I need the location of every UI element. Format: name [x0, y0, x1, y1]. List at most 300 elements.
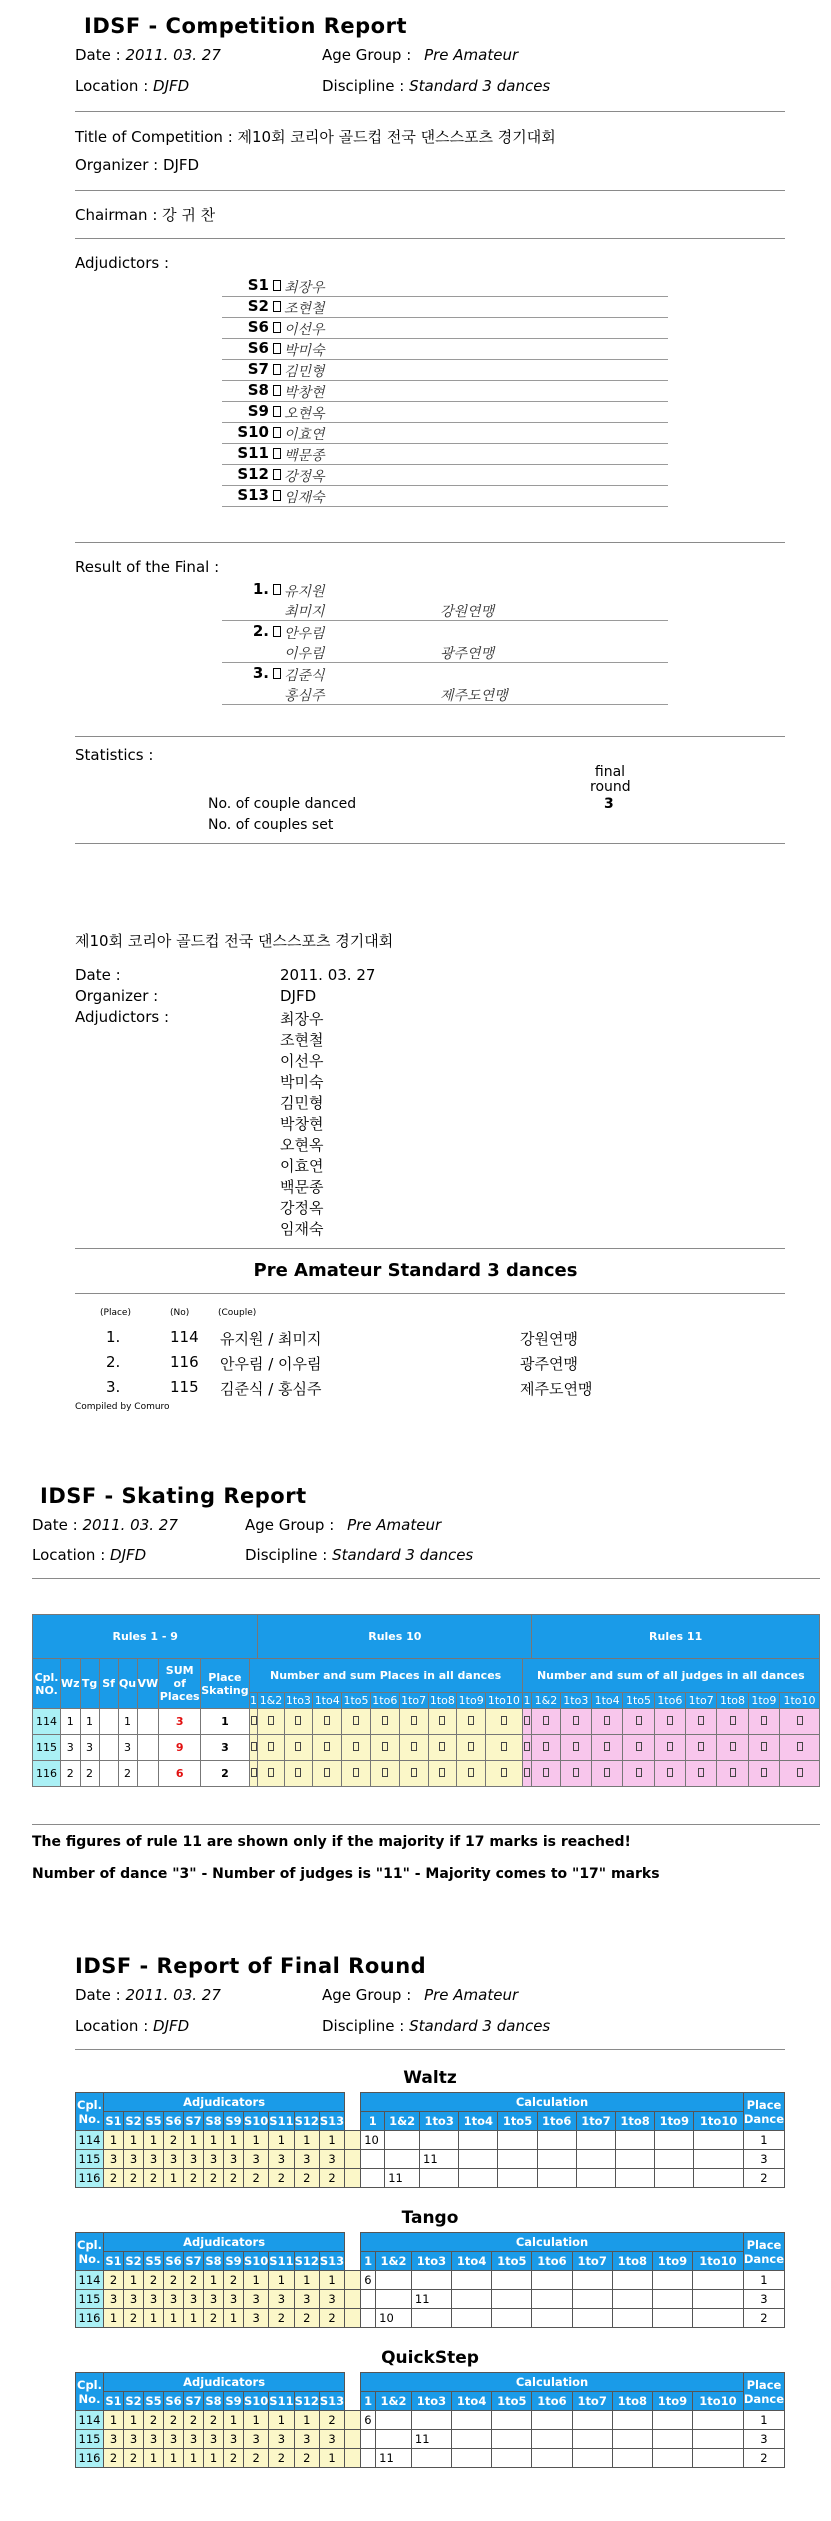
summary-adjudicator: 이선우	[280, 1052, 324, 1070]
place-dance: 3	[743, 2150, 784, 2169]
placeholder-glyph-icon	[636, 1716, 642, 1725]
judge-mark: 2	[124, 2309, 144, 2328]
judge-mark: 1	[294, 2131, 319, 2150]
judge-header: S13	[319, 2112, 344, 2131]
final-round-table	[75, 2092, 785, 2188]
calc-cell: 11	[376, 2449, 412, 2468]
rule-10-cell	[428, 1709, 457, 1735]
spacer-header	[345, 2252, 361, 2271]
rule-10-cell	[399, 1709, 428, 1735]
judge-mark: 2	[104, 2449, 124, 2468]
table-row	[76, 2309, 785, 2328]
judge-header: S11	[269, 2252, 294, 2271]
rule-10-cell	[486, 1735, 523, 1761]
summary-club: 광주연맹	[520, 1355, 578, 1373]
rule-11-cell	[748, 1735, 779, 1761]
judge-mark: 3	[144, 2290, 164, 2309]
adjudicator-underline	[222, 506, 668, 507]
judge-mark: 2	[204, 2309, 224, 2328]
judge-mark: 2	[164, 2411, 184, 2430]
adjudicator-code: S12	[237, 465, 269, 483]
rule-10-cell	[370, 1735, 399, 1761]
calc-cell	[420, 2131, 459, 2150]
judge-header: S12	[294, 2252, 319, 2271]
adjudicator-name: 오현옥	[284, 406, 325, 422]
calculation-header: Calculation	[361, 2373, 744, 2392]
spacer-cell	[345, 2150, 361, 2169]
adjudicator-code: S6	[247, 318, 269, 336]
judge-mark: 3	[144, 2150, 164, 2169]
judge-mark: 2	[269, 2449, 294, 2468]
judge-mark: 2	[244, 2449, 269, 2468]
cr-discipline: Discipline : Standard 3 dances	[322, 77, 551, 95]
placeholder-glyph-icon	[439, 1716, 445, 1725]
judge-header: S6	[164, 2112, 184, 2131]
calc-cell	[361, 2309, 376, 2328]
cr-final-round-header: final round	[590, 764, 631, 795]
judge-header: S11	[269, 2392, 294, 2411]
calc-cell	[532, 2430, 572, 2449]
judge-header: S13	[319, 2252, 344, 2271]
placeholder-glyph-icon	[573, 1716, 579, 1725]
judge-header: S8	[204, 2252, 224, 2271]
checkbox-icon	[273, 427, 281, 438]
cr-couples-set-label: No. of couples set	[208, 817, 334, 833]
summary-number: 114	[170, 1328, 199, 1346]
judge-mark: 1	[164, 2309, 184, 2328]
spacer-cell	[345, 2169, 361, 2188]
calculation-header: Calculation	[361, 2233, 744, 2252]
calc-cell	[537, 2169, 576, 2188]
spacer-cell	[345, 2411, 361, 2430]
rule-10-cell	[284, 1761, 313, 1787]
placeholder-glyph-icon	[411, 1768, 417, 1777]
table-row	[76, 2449, 785, 2468]
checkbox-icon	[273, 343, 281, 354]
placeholder-glyph-icon	[353, 1742, 359, 1751]
calc-col-header: 1to7	[686, 1693, 717, 1709]
summary-adjudicator: 이효연	[280, 1157, 324, 1175]
couple-number: 115	[76, 2150, 104, 2169]
table-row	[76, 2131, 785, 2150]
judge-header: S7	[184, 2252, 204, 2271]
placeholder-glyph-icon	[524, 1716, 530, 1725]
place-dance: 2	[743, 2169, 784, 2188]
calc-col-header: 1to7	[572, 2392, 612, 2411]
rule-10-cell	[457, 1735, 486, 1761]
calc-cell	[693, 2449, 744, 2468]
calc-cell	[492, 2449, 532, 2468]
adjudicator-name: 이선우	[284, 322, 325, 338]
calc-cell	[492, 2411, 532, 2430]
calc-cell	[498, 2150, 537, 2169]
calc-cell	[532, 2309, 572, 2328]
calc-cell	[361, 2150, 385, 2169]
place-dance-header: Place Dance	[743, 2233, 784, 2271]
result-underline	[222, 620, 668, 621]
place-dance: 2	[743, 2309, 784, 2328]
checkbox-icon	[273, 322, 281, 333]
judge-mark: 1	[294, 2411, 319, 2430]
judge-header: S5	[144, 2392, 164, 2411]
calc-col-header: 1to3	[420, 2112, 459, 2131]
rules-11-header: Rules 11	[532, 1615, 820, 1659]
judge-mark: 1	[104, 2411, 124, 2430]
judge-mark: 1	[124, 2411, 144, 2430]
judge-mark: 1	[204, 2131, 224, 2150]
adjudicator-name: 조현철	[284, 301, 325, 317]
calc-col-header: 1to4	[452, 2392, 492, 2411]
placeholder-glyph-icon	[698, 1742, 704, 1751]
skating-report	[0, 1470, 831, 1920]
calc-cell	[385, 2150, 420, 2169]
dance-title: Tango	[401, 2208, 459, 2228]
calc-cell	[693, 2271, 744, 2290]
cr-result-label: Result of the Final :	[75, 558, 220, 576]
placeholder-glyph-icon	[353, 1768, 359, 1777]
calc-cell	[492, 2309, 532, 2328]
rule-11-cell	[748, 1709, 779, 1735]
adjudicator-name: 김민형	[284, 364, 325, 380]
result-follower: 이우림	[284, 646, 325, 662]
dance-place: 1	[61, 1709, 81, 1735]
adjudicator-underline	[222, 485, 668, 486]
calc-cell	[655, 2150, 694, 2169]
placeholder-glyph-icon	[324, 1716, 330, 1725]
adjudicator-underline	[222, 422, 668, 423]
summary-organizer-label: Organizer :	[75, 987, 159, 1005]
calc-cell	[411, 2271, 451, 2290]
rule-10-cell	[258, 1735, 284, 1761]
judge-mark: 1	[164, 2169, 184, 2188]
place-dance: 1	[743, 2271, 784, 2290]
judge-mark: 1	[104, 2309, 124, 2328]
rule-11-cell	[717, 1735, 748, 1761]
judge-header: S6	[164, 2392, 184, 2411]
dance-place: 2	[80, 1761, 99, 1787]
placeholder-glyph-icon	[295, 1716, 301, 1725]
calc-cell	[385, 2131, 420, 2150]
calc-col-header: 1to7	[572, 2252, 612, 2271]
spacer-header	[345, 2233, 361, 2252]
judge-header: S12	[294, 2112, 319, 2131]
judge-mark: 3	[124, 2430, 144, 2449]
table-header-row	[33, 1659, 820, 1693]
judge-header: S2	[124, 2112, 144, 2131]
calc-col-header: 1to3	[560, 1693, 591, 1709]
placeholder-glyph-icon	[382, 1742, 388, 1751]
checkbox-icon	[273, 301, 281, 312]
calc-cell	[498, 2169, 537, 2188]
divider	[75, 2049, 785, 2050]
placeholder-glyph-icon	[636, 1742, 642, 1751]
summary-place: 1.	[106, 1328, 121, 1346]
rule-10-cell	[399, 1735, 428, 1761]
table-row	[33, 1709, 820, 1735]
calc-col-header: 1to5	[492, 2252, 532, 2271]
placeholder-glyph-icon	[797, 1742, 803, 1751]
rule-11-cell	[623, 1709, 654, 1735]
judge-mark: 3	[244, 2430, 269, 2449]
fr-location: Location : DJFD	[75, 2017, 190, 2035]
checkbox-icon	[273, 584, 281, 595]
calc-cell	[361, 2430, 376, 2449]
placeholder-glyph-icon	[324, 1742, 330, 1751]
rule-10-cell	[258, 1709, 284, 1735]
result-place: 1.	[252, 580, 269, 598]
checkbox-icon	[273, 490, 281, 501]
skating-report-title: IDSF - Skating Report	[40, 1484, 307, 1508]
adjudicator-name: 이효연	[284, 427, 325, 443]
table-row	[76, 2271, 785, 2290]
result-place: 3.	[252, 664, 269, 682]
judge-mark: 3	[144, 2430, 164, 2449]
summary-couple: 안우림 / 이우림	[220, 1355, 322, 1373]
judge-mark: 1	[319, 2449, 344, 2468]
adjudicator-underline	[222, 359, 668, 360]
placeholder-glyph-icon	[411, 1716, 417, 1725]
judge-mark: 1	[244, 2411, 269, 2430]
judge-mark: 2	[164, 2131, 184, 2150]
final-round-title: IDSF - Report of Final Round	[75, 1954, 427, 1978]
adjudicator-name: 박창현	[284, 385, 325, 401]
calc-col-header: 1to9	[458, 1694, 484, 1707]
calc-cell	[498, 2131, 537, 2150]
couple-number: 116	[76, 2309, 104, 2328]
judge-mark: 2	[319, 2169, 344, 2188]
adjudicator-name: 강정옥	[284, 469, 325, 485]
cr-couples-danced-value: 3	[604, 796, 614, 812]
adjudicators-header: Adjudicators	[104, 2093, 345, 2112]
judge-mark: 3	[224, 2430, 244, 2449]
calc-col-header: 1to8	[429, 1694, 455, 1707]
sum-of-places: 9	[159, 1735, 201, 1761]
couple-number: 116	[33, 1761, 61, 1787]
spacer-cell	[345, 2271, 361, 2290]
result-leader: 김준식	[284, 668, 325, 684]
dance-header: VW	[137, 1659, 159, 1709]
placeholder-glyph-icon	[324, 1768, 330, 1777]
table-row	[76, 2411, 785, 2430]
calc-col-header: 1to7	[401, 1694, 427, 1707]
judge-mark: 1	[319, 2271, 344, 2290]
placeholder-glyph-icon	[667, 1742, 673, 1751]
col-place: (Place)	[100, 1308, 131, 1318]
calc-cell	[492, 2290, 532, 2309]
rule-11-cell	[717, 1709, 748, 1735]
judge-mark: 3	[104, 2290, 124, 2309]
calc-cell: 11	[420, 2150, 459, 2169]
dance-place: 3	[118, 1735, 137, 1761]
judge-mark: 3	[269, 2290, 294, 2309]
calc-cell	[652, 2309, 692, 2328]
judge-header: S13	[319, 2392, 344, 2411]
judge-header: S2	[124, 2392, 144, 2411]
calc-cell	[452, 2271, 492, 2290]
calc-col-header: 1to6	[532, 2252, 572, 2271]
cr-date: Date : 2011. 03. 27	[75, 46, 221, 64]
placeholder-glyph-icon	[439, 1742, 445, 1751]
table-row	[76, 2290, 785, 2309]
cr-title-of-competition: Title of Competition : 제10회 코리아 골드컵 전국 댄스스포츠 경기대회	[75, 128, 556, 146]
rule-10-cell	[342, 1761, 371, 1787]
judge-header: S6	[164, 2252, 184, 2271]
place-dance: 3	[743, 2430, 784, 2449]
calc-col-header: 1to6	[537, 2112, 576, 2131]
calc-col-header: 1to3	[411, 2252, 451, 2271]
spacer-header	[345, 2392, 361, 2411]
calc-cell	[361, 2290, 376, 2309]
placeholder-glyph-icon	[382, 1768, 388, 1777]
rule-10-cell	[249, 1709, 258, 1735]
calc-cell	[572, 2290, 612, 2309]
couple-number: 115	[76, 2290, 104, 2309]
calc-col-header: 1to4	[314, 1694, 340, 1707]
calc-cell	[572, 2411, 612, 2430]
place-dance-header: Place Dance	[743, 2373, 784, 2411]
placeholder-glyph-icon	[667, 1716, 673, 1725]
checkbox-icon	[273, 385, 281, 396]
judge-header: S8	[204, 2112, 224, 2131]
placeholder-glyph-icon	[573, 1768, 579, 1777]
calc-col-header: 1to8	[717, 1693, 748, 1709]
calc-cell	[576, 2131, 615, 2150]
result-club: 제주도연맹	[440, 688, 508, 704]
judge-mark: 3	[244, 2290, 269, 2309]
checkbox-icon	[273, 448, 281, 459]
table-row	[33, 1761, 820, 1787]
calc-col-header: 1to4	[591, 1693, 622, 1709]
place-dance: 3	[743, 2290, 784, 2309]
couple-number: 116	[76, 2169, 104, 2188]
summary-couple: 김준식 / 홍심주	[220, 1380, 322, 1398]
placeholder-glyph-icon	[524, 1742, 530, 1751]
calc-cell	[537, 2150, 576, 2169]
placeholder-glyph-icon	[604, 1716, 610, 1725]
placeholder-glyph-icon	[604, 1742, 610, 1751]
checkbox-icon	[273, 668, 281, 679]
rule-11-cell	[560, 1709, 591, 1735]
dance-place: 3	[61, 1735, 81, 1761]
calc-col-header: 1to8	[612, 2392, 652, 2411]
rule-11-cell	[560, 1735, 591, 1761]
rule-11-cell	[560, 1761, 591, 1787]
calc-cell	[615, 2150, 654, 2169]
judge-mark: 1	[269, 2271, 294, 2290]
cpl-no-header: Cpl. No.	[76, 2233, 104, 2271]
sk-discipline: Discipline : Standard 3 dances	[245, 1546, 474, 1564]
summary-place: 3.	[106, 1378, 121, 1396]
spacer-cell	[345, 2290, 361, 2309]
calc-cell	[376, 2411, 412, 2430]
rule-10-cell	[486, 1709, 523, 1735]
rule-10-cell	[342, 1735, 371, 1761]
divider	[75, 111, 785, 112]
result-follower: 최미지	[284, 604, 325, 620]
calc-cell	[576, 2169, 615, 2188]
dance-place: 2	[118, 1761, 137, 1787]
calc-cell	[576, 2150, 615, 2169]
calc-cell	[532, 2449, 572, 2468]
adjudicator-name: 백문종	[284, 448, 325, 464]
placeholder-glyph-icon	[468, 1716, 474, 1725]
checkbox-icon	[273, 280, 281, 291]
judge-mark: 1	[164, 2449, 184, 2468]
judge-header: S1	[104, 2252, 124, 2271]
placeholder-glyph-icon	[761, 1742, 767, 1751]
result-underline	[222, 662, 668, 663]
dance-place	[99, 1761, 118, 1787]
calc-cell	[652, 2411, 692, 2430]
judge-mark: 3	[224, 2150, 244, 2169]
placeholder-glyph-icon	[730, 1768, 736, 1777]
dance-title: Waltz	[403, 2068, 457, 2088]
rule-11-cell	[780, 1735, 820, 1761]
calc-col-header: 1to8	[612, 2252, 652, 2271]
checkbox-icon	[273, 364, 281, 375]
adjudicator-code: S6	[247, 339, 269, 357]
spacer-header	[345, 2093, 361, 2112]
place-dance: 1	[743, 2131, 784, 2150]
judge-mark: 3	[124, 2290, 144, 2309]
rule-10-cell	[249, 1735, 258, 1761]
cpl-no-header: Cpl. No.	[76, 2373, 104, 2411]
placeholder-glyph-icon	[730, 1716, 736, 1725]
judge-mark: 3	[124, 2150, 144, 2169]
calc-col-header: 1to10	[486, 1693, 523, 1709]
judge-mark: 3	[224, 2290, 244, 2309]
calc-col-header: 1to5	[623, 1693, 654, 1709]
table-header-row	[76, 2112, 785, 2131]
adjudicators-header: Adjudicators	[104, 2373, 345, 2392]
rule-11-cell	[717, 1761, 748, 1787]
table-row	[76, 2150, 785, 2169]
place-dance: 1	[743, 2411, 784, 2430]
judge-mark: 2	[294, 2309, 319, 2328]
judge-mark: 2	[319, 2309, 344, 2328]
spacer-cell	[345, 2309, 361, 2328]
rules-1-9-header: Rules 1 - 9	[33, 1615, 258, 1659]
judge-mark: 1	[224, 2309, 244, 2328]
calc-cell	[693, 2430, 744, 2449]
col-no: (No)	[170, 1308, 190, 1318]
dance-header: Wz	[61, 1659, 81, 1709]
dance-title: QuickStep	[381, 2348, 479, 2368]
rule-10-cell	[342, 1709, 371, 1735]
skating-note-2: Number of dance "3" - Number of judges is "11" - Majority comes to "17" marks	[32, 1866, 660, 1882]
placeholder-glyph-icon	[353, 1716, 359, 1725]
cr-chairman: Chairman : 강 귀 찬	[75, 206, 216, 224]
adjudicator-code: S1	[247, 276, 269, 294]
calc-col-header: 1to5	[498, 2112, 537, 2131]
placeholder-glyph-icon	[268, 1716, 274, 1725]
calc-cell	[572, 2271, 612, 2290]
calc-cell: 11	[411, 2430, 451, 2449]
placeholder-glyph-icon	[573, 1742, 579, 1751]
summary-organizer: DJFD	[280, 987, 317, 1005]
adjudicator-code: S13	[237, 486, 269, 504]
placeholder-glyph-icon	[411, 1742, 417, 1751]
sum-of-places: 3	[159, 1709, 201, 1735]
calc-cell	[694, 2131, 744, 2150]
adjudicator-code: S2	[247, 297, 269, 315]
calc-cell	[693, 2290, 744, 2309]
place-skating: 3	[201, 1735, 249, 1761]
spacer-header	[345, 2373, 361, 2392]
placeholder-glyph-icon	[268, 1742, 274, 1751]
calc-cell	[612, 2430, 652, 2449]
rule-11-cell	[654, 1735, 685, 1761]
